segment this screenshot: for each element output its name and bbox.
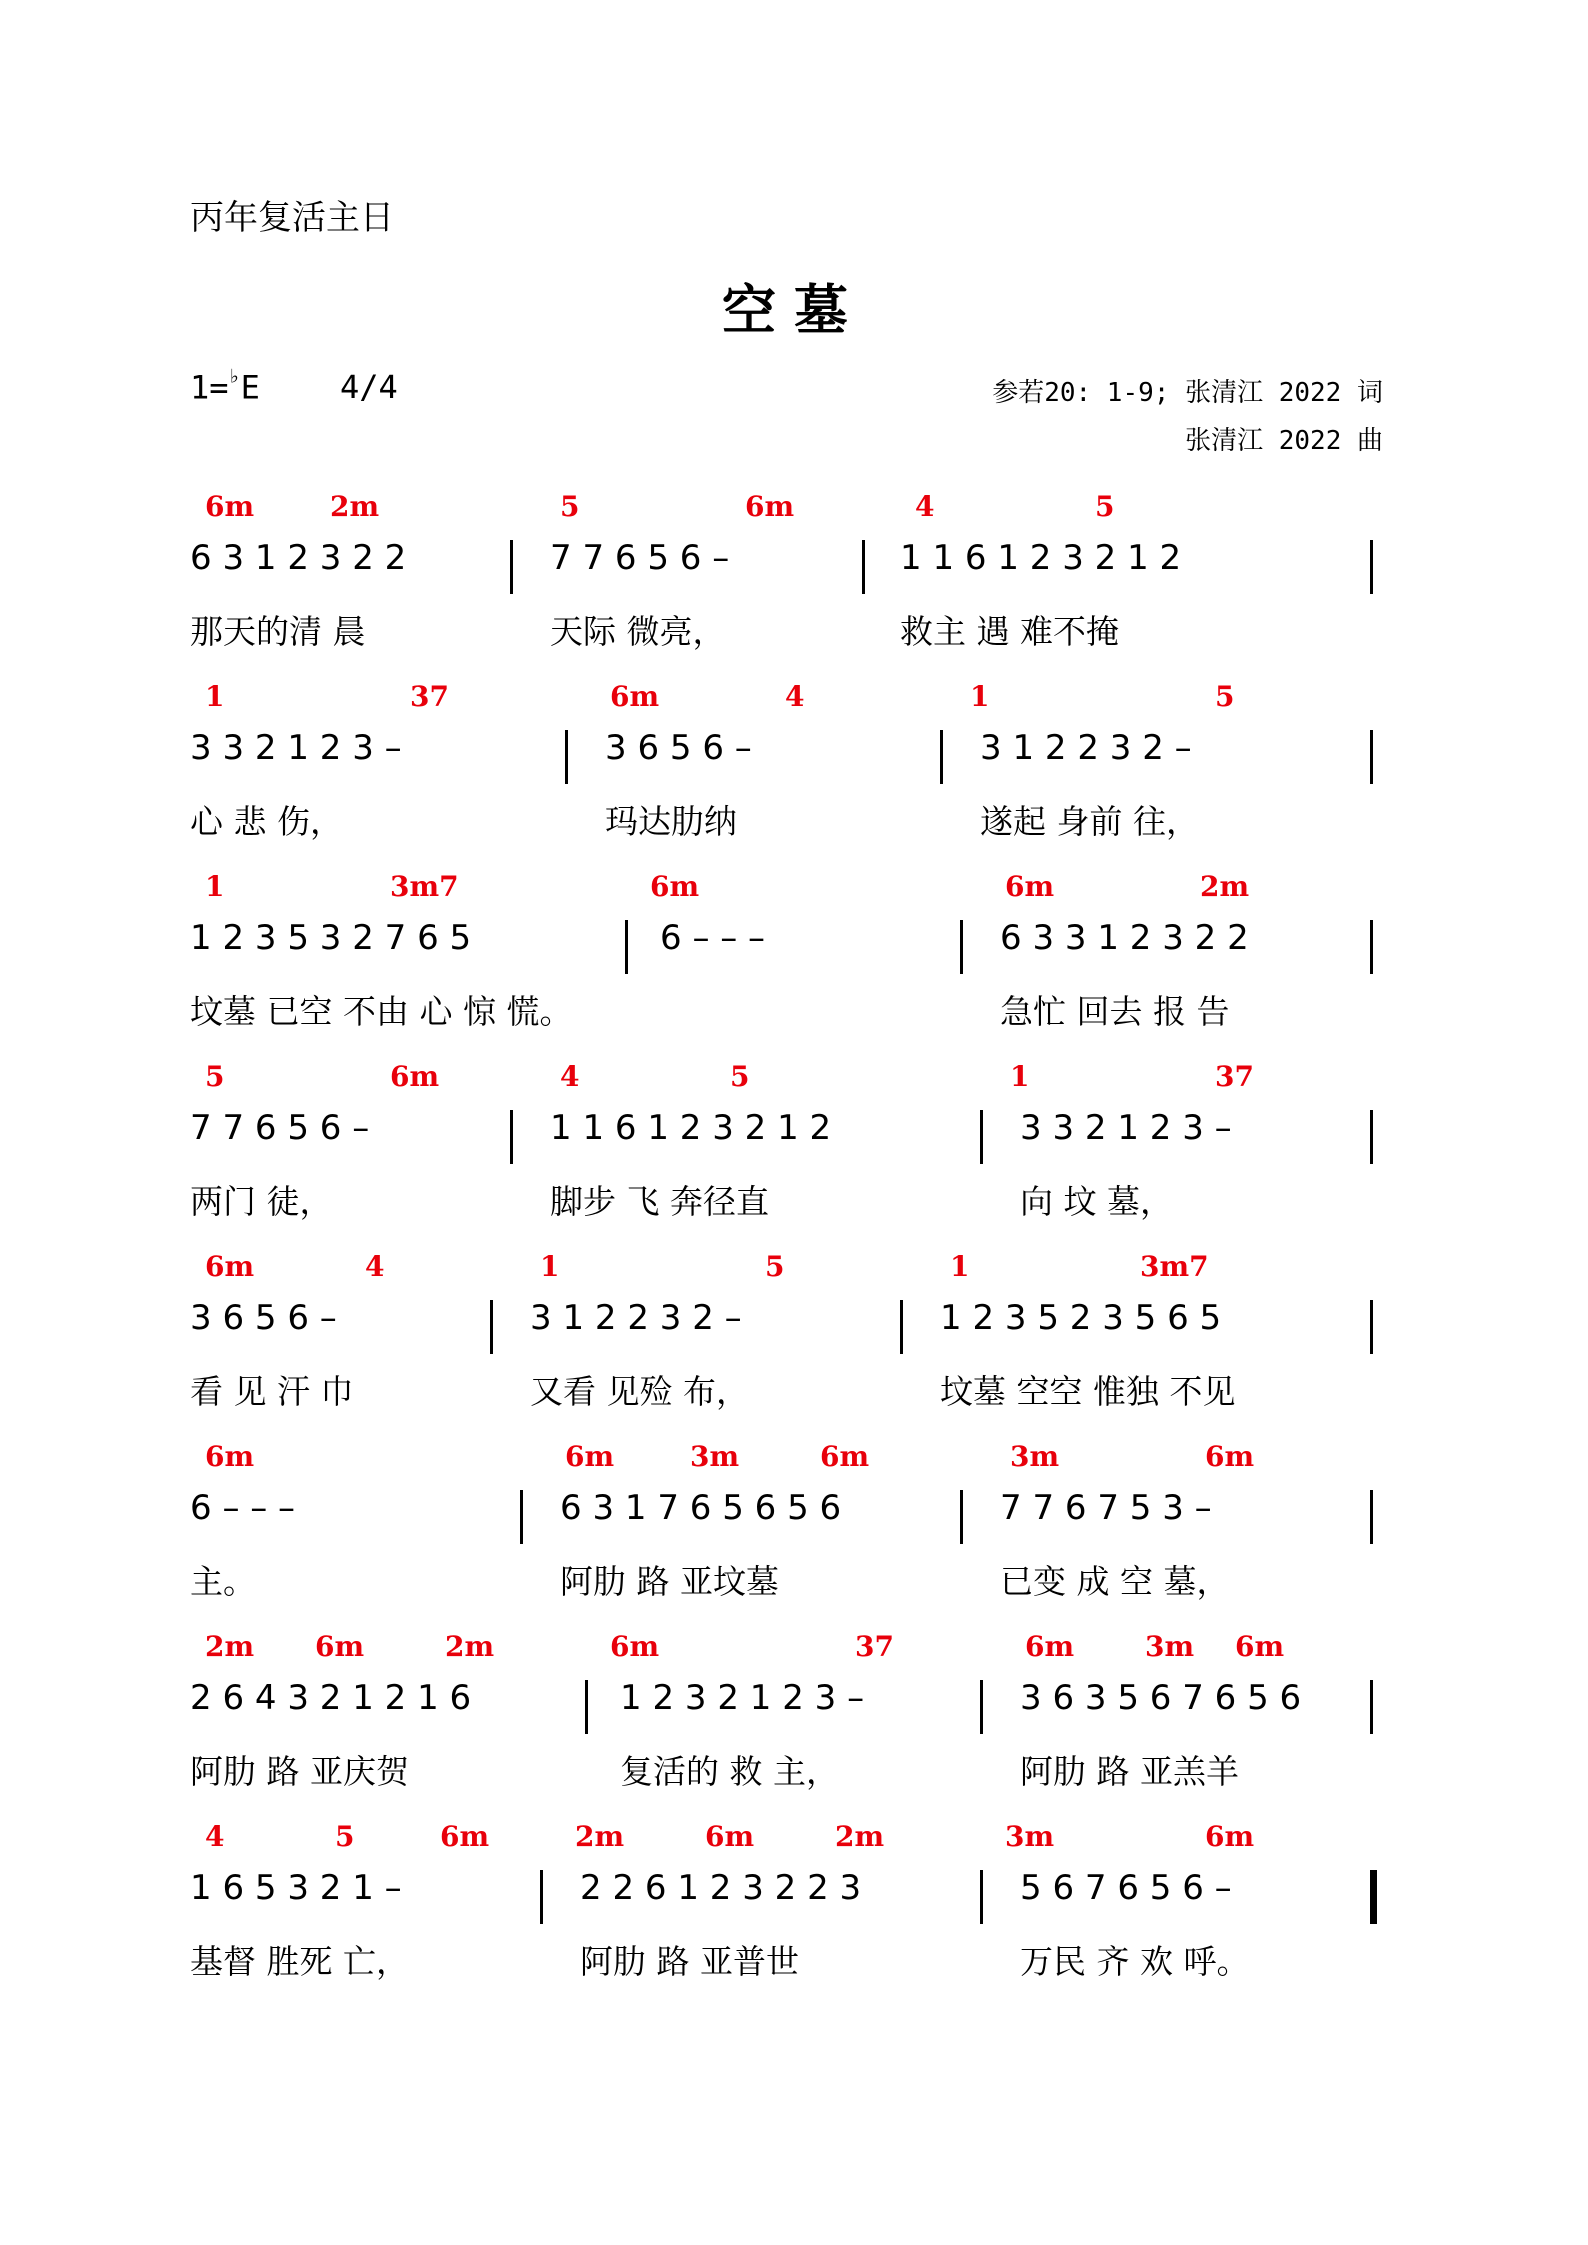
lyrics-row bbox=[190, 1746, 1390, 1796]
measure-notes: 7 7 6 5 6 – bbox=[190, 1108, 370, 1148]
chord-symbol: 5 bbox=[205, 1060, 225, 1093]
chord-symbol: 6m bbox=[1235, 1630, 1285, 1663]
barline bbox=[1370, 540, 1373, 594]
notation-row bbox=[190, 728, 1390, 798]
chord-symbol: 3m7 bbox=[1140, 1250, 1209, 1283]
lyrics-row bbox=[190, 1936, 1390, 1986]
chord-symbol: 6m bbox=[205, 1440, 255, 1473]
chord-symbol: 3m bbox=[1005, 1820, 1055, 1853]
chord-symbol: 2m bbox=[575, 1820, 625, 1853]
barline bbox=[520, 1490, 523, 1544]
lyric-text: 基督 胜死 亡， bbox=[190, 1942, 409, 1981]
chord-row bbox=[190, 870, 1390, 910]
time-signature: 4/4 bbox=[340, 368, 398, 406]
chord-symbol: 6m bbox=[315, 1630, 365, 1663]
lyrics-row bbox=[190, 796, 1390, 846]
lyrics-row bbox=[190, 1176, 1390, 1226]
measure-notes: 5 6 7 6 5 6 – bbox=[1020, 1868, 1232, 1908]
notation-row bbox=[190, 1868, 1390, 1938]
chord-symbol: 6m bbox=[1205, 1820, 1255, 1853]
chord-row bbox=[190, 1630, 1390, 1670]
page-title: 空墓 bbox=[722, 279, 866, 342]
lyric-text: 遂起 身前 往， bbox=[980, 802, 1199, 841]
lyric-text: 主。 bbox=[190, 1562, 256, 1601]
chord-symbol: 4 bbox=[560, 1060, 580, 1093]
measure-notes: 1 2 3 2 1 2 3 – bbox=[620, 1678, 865, 1718]
measure-notes: 7 7 6 5 6 – bbox=[550, 538, 730, 578]
chord-symbol: 6m bbox=[205, 1250, 255, 1283]
chord-symbol: 5 bbox=[335, 1820, 355, 1853]
chord-symbol: 1 bbox=[205, 870, 225, 903]
lyric-text: 阿肋 路 亚羔羊 bbox=[1020, 1752, 1239, 1791]
lyric-text: 又看 见殓 布， bbox=[530, 1372, 749, 1411]
score-line bbox=[190, 1440, 1390, 1630]
chord-row bbox=[190, 680, 1390, 720]
music-credit: 张清江 2022 曲 bbox=[1185, 426, 1383, 456]
score-line bbox=[190, 490, 1390, 680]
barline bbox=[960, 920, 963, 974]
chord-symbol: 6m bbox=[1205, 1440, 1255, 1473]
barline bbox=[1370, 1300, 1373, 1354]
lyric-text: 救主 遇 难不掩 bbox=[900, 612, 1119, 651]
measure-notes: 1 2 3 5 2 3 5 6 5 bbox=[940, 1298, 1222, 1338]
chord-symbol: 4 bbox=[785, 680, 805, 713]
chord-symbol: 3m bbox=[1145, 1630, 1195, 1663]
lyric-text: 坟墓 已空 不由 心 惊 慌。 bbox=[190, 992, 573, 1031]
lyric-text: 已变 成 空 墓， bbox=[1000, 1562, 1230, 1601]
chord-symbol: 1 bbox=[950, 1250, 970, 1283]
barline bbox=[1370, 1680, 1373, 1734]
chord-symbol: 3m bbox=[690, 1440, 740, 1473]
chord-symbol: 6m bbox=[1005, 870, 1055, 903]
chord-row bbox=[190, 490, 1390, 530]
score-line bbox=[190, 680, 1390, 870]
chord-symbol: 4 bbox=[915, 490, 935, 523]
barline bbox=[960, 1490, 963, 1544]
barline bbox=[980, 1680, 983, 1734]
chord-symbol: 5 bbox=[1095, 490, 1115, 523]
chord-symbol: 5 bbox=[560, 490, 580, 523]
chord-symbol: 2m bbox=[330, 490, 380, 523]
barline bbox=[862, 540, 865, 594]
notation-row bbox=[190, 1488, 1390, 1558]
chord-row bbox=[190, 1060, 1390, 1100]
lyric-text: 万民 齐 欢 呼。 bbox=[1020, 1942, 1250, 1981]
chord-row bbox=[190, 1250, 1390, 1290]
barline bbox=[540, 1870, 543, 1924]
chord-symbol: 5 bbox=[730, 1060, 750, 1093]
lyrics-row bbox=[190, 1366, 1390, 1416]
chord-symbol: 2m bbox=[835, 1820, 885, 1853]
measure-notes: 6 – – – bbox=[190, 1488, 296, 1528]
chord-symbol: 3m bbox=[1010, 1440, 1060, 1473]
barline bbox=[980, 1110, 983, 1164]
lyric-text: 坟墓 空空 惟独 不见 bbox=[940, 1372, 1236, 1411]
measure-notes: 1 6 5 3 2 1 – bbox=[190, 1868, 402, 1908]
barline bbox=[980, 1870, 983, 1924]
chord-row bbox=[190, 1440, 1390, 1480]
barline bbox=[900, 1300, 903, 1354]
chord-symbol: 2m bbox=[1200, 870, 1250, 903]
barline bbox=[1370, 920, 1373, 974]
lyric-text: 看 见 汗 巾 bbox=[190, 1372, 354, 1411]
key-signature: 1=♭E bbox=[190, 364, 260, 407]
chord-symbol: 37 bbox=[1215, 1060, 1254, 1093]
chord-symbol: 3m7 bbox=[390, 870, 459, 903]
lyric-text: 两门 徒， bbox=[190, 1182, 333, 1221]
chord-symbol: 6m bbox=[205, 490, 255, 523]
notation-row bbox=[190, 538, 1390, 608]
barline bbox=[1370, 1490, 1373, 1544]
measure-notes: 3 3 2 1 2 3 – bbox=[1020, 1108, 1232, 1148]
lyric-text: 阿肋 路 亚庆贺 bbox=[190, 1752, 409, 1791]
subtitle: 丙年复活主日 bbox=[190, 198, 394, 238]
measure-notes: 2 2 6 1 2 3 2 2 3 bbox=[580, 1868, 862, 1908]
chord-symbol: 1 bbox=[540, 1250, 560, 1283]
measure-notes: 7 7 6 7 5 3 – bbox=[1000, 1488, 1212, 1528]
lyrics-row bbox=[190, 986, 1390, 1036]
notation-row bbox=[190, 1108, 1390, 1178]
chord-symbol: 4 bbox=[205, 1820, 225, 1853]
lyrics-row bbox=[190, 606, 1390, 656]
lyric-text: 复活的 救 主， bbox=[620, 1752, 839, 1791]
measure-notes: 1 2 3 5 3 2 7 6 5 bbox=[190, 918, 472, 958]
chord-symbol: 6m bbox=[565, 1440, 615, 1473]
barline bbox=[490, 1300, 493, 1354]
lyric-text: 脚步 飞 奔径直 bbox=[550, 1182, 769, 1221]
measure-notes: 3 6 5 6 – bbox=[605, 728, 752, 768]
barline bbox=[1370, 1110, 1373, 1164]
notation-row bbox=[190, 1678, 1390, 1748]
lyric-text: 玛达肋纳 bbox=[605, 802, 737, 841]
chord-symbol: 6m bbox=[610, 1630, 660, 1663]
lyric-text: 阿肋 路 亚普世 bbox=[580, 1942, 799, 1981]
chord-symbol: 37 bbox=[855, 1630, 894, 1663]
lyric-text: 天际 微亮， bbox=[550, 612, 726, 651]
barline bbox=[585, 1680, 588, 1734]
chord-symbol: 2m bbox=[445, 1630, 495, 1663]
measure-notes: 2 6 4 3 2 1 2 1 6 bbox=[190, 1678, 472, 1718]
lyric-text: 阿肋 路 亚坟墓 bbox=[560, 1562, 779, 1601]
lyric-credit: 参若20: 1-9; 张清江 2022 词 bbox=[992, 378, 1383, 408]
score-line bbox=[190, 1250, 1390, 1440]
measure-notes: 3 6 5 6 – bbox=[190, 1298, 337, 1338]
barline bbox=[940, 730, 943, 784]
barline bbox=[625, 920, 628, 974]
chord-symbol: 5 bbox=[1215, 680, 1235, 713]
measure-notes: 6 3 3 1 2 3 2 2 bbox=[1000, 918, 1249, 958]
measure-notes: 3 1 2 2 3 2 – bbox=[980, 728, 1192, 768]
measure-notes: 6 3 1 7 6 5 6 5 6 bbox=[560, 1488, 842, 1528]
chord-symbol: 6m bbox=[390, 1060, 440, 1093]
chord-symbol: 6m bbox=[705, 1820, 755, 1853]
chord-symbol: 1 bbox=[1010, 1060, 1030, 1093]
chord-symbol: 4 bbox=[365, 1250, 385, 1283]
chord-symbol: 6m bbox=[1025, 1630, 1075, 1663]
measure-notes: 1 1 6 1 2 3 2 1 2 bbox=[900, 538, 1182, 578]
measure-notes: 6 3 1 2 3 2 2 bbox=[190, 538, 407, 578]
lyrics-row bbox=[190, 1556, 1390, 1606]
chord-symbol: 6m bbox=[610, 680, 660, 713]
chord-row bbox=[190, 1820, 1390, 1860]
final-barline bbox=[1370, 1870, 1377, 1924]
score-line bbox=[190, 1820, 1390, 2010]
chord-symbol: 6m bbox=[440, 1820, 490, 1853]
lyric-text: 心 悲 伤， bbox=[190, 802, 343, 841]
measure-notes: 3 6 3 5 6 7 6 5 6 bbox=[1020, 1678, 1302, 1718]
lyric-text: 向 坟 墓， bbox=[1020, 1182, 1173, 1221]
measure-notes: 1 1 6 1 2 3 2 1 2 bbox=[550, 1108, 832, 1148]
chord-symbol: 37 bbox=[410, 680, 449, 713]
barline bbox=[510, 540, 513, 594]
chord-symbol: 2m bbox=[205, 1630, 255, 1663]
measure-notes: 6 – – – bbox=[660, 918, 766, 958]
notation-row bbox=[190, 918, 1390, 988]
measure-notes: 3 3 2 1 2 3 – bbox=[190, 728, 402, 768]
measure-notes: 3 1 2 2 3 2 – bbox=[530, 1298, 742, 1338]
score-line bbox=[190, 870, 1390, 1060]
score-line bbox=[190, 1630, 1390, 1820]
barline bbox=[510, 1110, 513, 1164]
score-line bbox=[190, 1060, 1390, 1250]
chord-symbol: 6m bbox=[820, 1440, 870, 1473]
notation-row bbox=[190, 1298, 1390, 1368]
chord-symbol: 6m bbox=[650, 870, 700, 903]
chord-symbol: 6m bbox=[745, 490, 795, 523]
chord-symbol: 1 bbox=[970, 680, 990, 713]
lyric-text: 急忙 回去 报 告 bbox=[1000, 992, 1230, 1031]
barline bbox=[1370, 730, 1373, 784]
chord-symbol: 1 bbox=[205, 680, 225, 713]
barline bbox=[565, 730, 568, 784]
lyric-text: 那天的清 晨 bbox=[190, 612, 366, 651]
chord-symbol: 5 bbox=[765, 1250, 785, 1283]
